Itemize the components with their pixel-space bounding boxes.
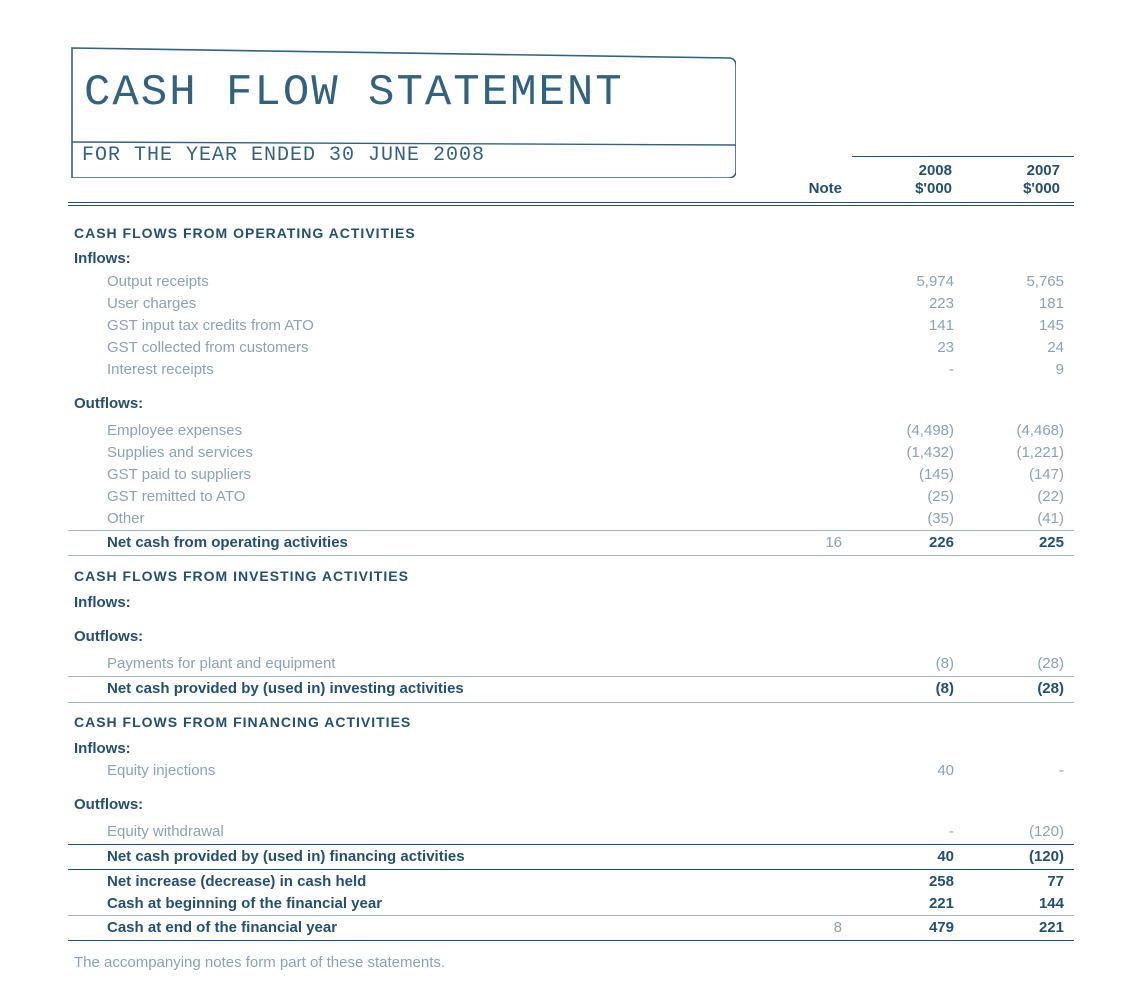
group-label: Inflows: <box>74 740 131 757</box>
row-divider <box>68 555 1074 556</box>
row-divider <box>68 530 1074 531</box>
year-2008-unit: $'000 <box>915 180 952 197</box>
page-subtitle: FOR THE YEAR ENDED 30 JUNE 2008 <box>82 144 486 167</box>
header-rule-double <box>68 205 1074 206</box>
row-divider <box>68 915 1074 916</box>
section-title: CASH FLOWS FROM INVESTING ACTIVITIES <box>74 568 409 584</box>
value-2008: 479 <box>928 919 954 936</box>
value-2007: (4,468) <box>1016 422 1064 439</box>
financing-outflows-heading <box>68 794 1074 816</box>
footer-note: The accompanying notes form part of these statements. <box>74 954 446 971</box>
value-2007: (41) <box>1037 510 1064 527</box>
value-2008: - <box>949 361 954 378</box>
row-label: Payments for plant and equipment <box>107 655 336 672</box>
value-2007: 181 <box>1038 295 1064 312</box>
table-row <box>68 821 1074 843</box>
row-divider <box>68 702 1074 703</box>
row-divider <box>68 869 1074 870</box>
value-2008: (1,432) <box>906 444 954 461</box>
value-2007: (28) <box>1037 680 1064 697</box>
value-2007: 77 <box>1047 873 1064 890</box>
value-2008: (25) <box>927 488 954 505</box>
row-label: GST input tax credits from ATO <box>107 317 314 334</box>
row-divider <box>68 844 1074 845</box>
value-2008: (4,498) <box>906 422 954 439</box>
row-label: Net cash from operating activities <box>107 534 348 551</box>
group-label: Inflows: <box>74 594 131 611</box>
note-ref: 16 <box>825 534 842 551</box>
value-2007: (120) <box>1028 823 1064 840</box>
year-2007-header: 2007 <box>1026 162 1060 179</box>
value-2007: - <box>1059 762 1064 779</box>
table-row <box>68 464 1074 486</box>
group-label: Outflows: <box>74 628 144 645</box>
row-label: Output receipts <box>107 273 209 290</box>
header-rule <box>68 202 1074 203</box>
financing-total-row <box>68 846 1074 868</box>
column-header <box>0 156 1132 208</box>
value-2007: 24 <box>1047 339 1064 356</box>
group-label: Outflows: <box>74 796 144 813</box>
value-2008: (145) <box>918 466 954 483</box>
summary-row <box>68 893 1074 915</box>
value-2007: 145 <box>1038 317 1064 334</box>
value-2008: (8) <box>935 680 954 697</box>
value-2008: 141 <box>928 317 954 334</box>
year-2008-header: 2008 <box>918 162 952 179</box>
row-label: Equity injections <box>107 762 216 779</box>
value-2008: - <box>949 823 954 840</box>
row-label: Employee expenses <box>107 422 243 439</box>
investing-outflows-heading <box>68 626 1074 648</box>
value-2008: 258 <box>928 873 954 890</box>
row-label: Net cash provided by (used in) financing activities <box>107 848 465 865</box>
row-label: Net increase (decrease) in cash held <box>107 873 367 890</box>
value-2007: (147) <box>1028 466 1064 483</box>
page-title: CASH FLOW STATEMENT <box>84 68 624 118</box>
value-2007: 221 <box>1038 919 1064 936</box>
table-row <box>68 653 1074 675</box>
operating-outflows-heading <box>68 393 1074 415</box>
value-2007: (120) <box>1028 848 1064 865</box>
value-2008: 223 <box>928 295 954 312</box>
summary-row <box>68 917 1074 939</box>
section-title: CASH FLOWS FROM FINANCING ACTIVITIES <box>74 714 412 730</box>
note-column-header: Note <box>808 180 842 197</box>
value-2008: 40 <box>937 848 954 865</box>
value-2008: (35) <box>927 510 954 527</box>
value-2007: (1,221) <box>1016 444 1064 461</box>
value-2008: 221 <box>928 895 954 912</box>
row-label: Supplies and services <box>107 444 253 461</box>
investing-inflows-heading <box>68 592 1074 614</box>
row-divider <box>68 676 1074 677</box>
row-label: GST remitted to ATO <box>107 488 246 505</box>
section-title: CASH FLOWS FROM OPERATING ACTIVITIES <box>74 225 416 241</box>
table-row <box>68 271 1074 293</box>
investing-total-row <box>68 678 1074 700</box>
table-row <box>68 508 1074 530</box>
row-label: GST collected from customers <box>107 339 309 356</box>
table-row <box>68 337 1074 359</box>
row-label: GST paid to suppliers <box>107 466 251 483</box>
table-row <box>68 760 1074 782</box>
value-2008: 5,974 <box>916 273 954 290</box>
row-label: Interest receipts <box>107 361 214 378</box>
row-label: Cash at beginning of the financial year <box>107 895 383 912</box>
table-row <box>68 486 1074 508</box>
row-label: User charges <box>107 295 197 312</box>
value-2007: 9 <box>1055 361 1064 378</box>
financing-inflows-heading <box>68 738 1074 760</box>
value-2007: 144 <box>1038 895 1064 912</box>
row-label: Net cash provided by (used in) investing activities <box>107 680 464 697</box>
row-label: Cash at end of the financial year <box>107 919 338 936</box>
group-label: Outflows: <box>74 395 144 412</box>
section-investing <box>68 565 1074 587</box>
year-2007-unit: $'000 <box>1023 180 1060 197</box>
table-row <box>68 442 1074 464</box>
value-2008: 23 <box>937 339 954 356</box>
section-operating <box>68 222 1074 244</box>
table-row <box>68 420 1074 442</box>
table-row <box>68 293 1074 315</box>
group-label: Inflows: <box>74 250 131 267</box>
summary-row <box>68 871 1074 893</box>
row-label: Other <box>107 510 145 527</box>
value-2007: 225 <box>1038 534 1064 551</box>
value-2008: (8) <box>935 655 954 672</box>
value-2007: 5,765 <box>1026 273 1064 290</box>
table-row <box>68 359 1074 381</box>
section-financing <box>68 711 1074 733</box>
row-label: Equity withdrawal <box>107 823 224 840</box>
header-rule-top <box>852 156 1074 157</box>
operating-total-row <box>68 532 1074 554</box>
value-2008: 226 <box>928 534 954 551</box>
row-divider <box>68 940 1074 941</box>
table-row <box>68 315 1074 337</box>
value-2007: (22) <box>1037 488 1064 505</box>
value-2007: (28) <box>1037 655 1064 672</box>
note-ref: 8 <box>833 919 842 936</box>
value-2008: 40 <box>937 762 954 779</box>
operating-inflows-heading <box>68 248 1074 270</box>
